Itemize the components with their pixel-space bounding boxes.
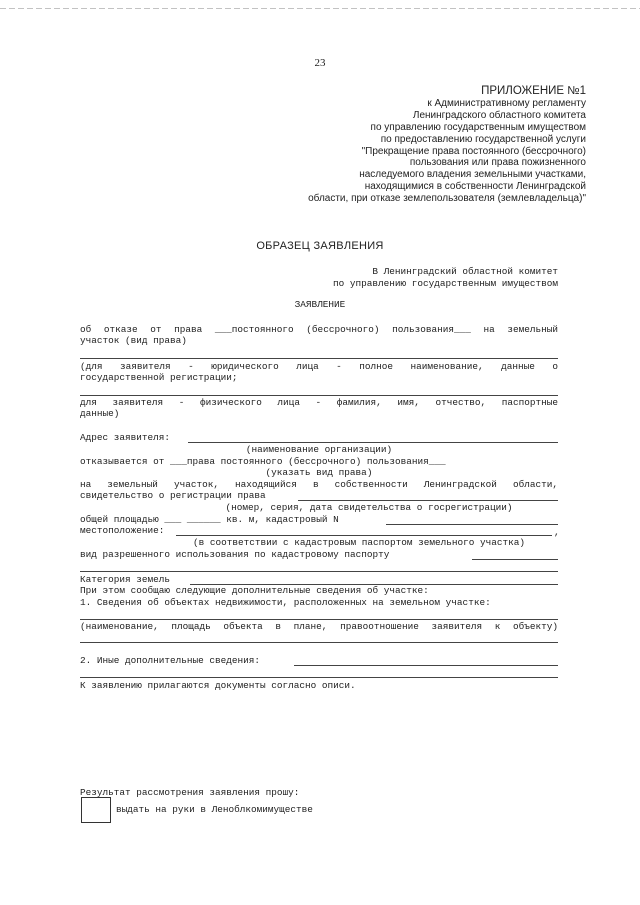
address-label: Адрес заявителя:: [80, 432, 171, 443]
appendix-line: "Прекращение права постоянного (бессрочного): [361, 145, 586, 157]
plot-location-line: на земельный участок, находящийся в собственности Ленинградской области,: [80, 479, 558, 490]
recipient-line: В Ленинградский областной комитет: [372, 266, 558, 277]
applicant-line[interactable]: [80, 395, 558, 396]
permitted-use-label: вид разрешенного использования по кадастровому паспорту: [80, 549, 390, 560]
real-estate-item: 1. Сведения об объектах недвижимости, расположенных на земельном участке:: [80, 597, 491, 608]
hint-passport-data: данные): [80, 408, 120, 419]
refuse-line: отказывается от ___права постоянного (бессрочного) пользования___: [80, 456, 446, 467]
other-info-item: 2. Иные дополнительные сведения:: [80, 655, 261, 666]
hint-cadastral-passport: (в соответствии с кадастровым паспортом земельного участка): [193, 537, 525, 548]
scan-edge-line: [0, 8, 640, 9]
appendix-line: пользования или права пожизненного: [409, 157, 586, 169]
additional-info-label: При этом сообщаю следующие дополнительные сведения об участке:: [80, 585, 429, 596]
land-category-label: Категория земель: [80, 574, 171, 585]
area-cadastral-line: общей площадью ___ ______ кв. м, кадастровый N: [80, 514, 339, 525]
objects-field-2[interactable]: [80, 642, 558, 643]
other-info-field-2[interactable]: [80, 677, 558, 678]
appendix-title: ПРИЛОЖЕНИЕ №1: [481, 85, 586, 97]
permitted-use-field-2[interactable]: [80, 571, 558, 572]
appendix-line: области, при отказе землепользователя (землевладельца)": [308, 193, 586, 205]
hint-organization: (наименование организации): [245, 444, 393, 455]
document-title: ЗАЯВЛЕНИЕ: [294, 299, 346, 310]
appendix-header: [266, 86, 586, 205]
refusal-line: об отказе от права ___постоянного (бессрочного) пользования___ на земельный: [80, 324, 558, 335]
objects-field[interactable]: [80, 619, 558, 620]
appendix-line: к Административному регламенту: [427, 97, 586, 109]
attachments-note: К заявлению прилагаются документы согласно описи.: [80, 680, 356, 691]
hint-right-type: (указать вид права): [265, 467, 373, 478]
appendix-line: по предоставлению государственной услуги: [380, 133, 586, 145]
applicant-line[interactable]: [80, 358, 558, 359]
hint-registration: государственной регистрации;: [80, 372, 238, 383]
cadastral-number-field[interactable]: [386, 524, 558, 525]
plot-right-label: участок (вид права): [80, 335, 187, 346]
comma: ,: [554, 527, 560, 538]
other-info-field[interactable]: [294, 665, 558, 666]
appendix-line: по управлению государственным имуществом: [370, 121, 586, 133]
appendix-line: Ленинградского областного комитета: [412, 109, 586, 121]
location-field[interactable]: [176, 535, 552, 536]
result-label: Результат рассмотрения заявления прошу:: [80, 787, 300, 798]
permitted-use-field[interactable]: [472, 559, 558, 560]
pickup-checkbox[interactable]: [81, 797, 111, 823]
hint-legal-entity: (для заявителя - юридического лица - полное наименование, данные о: [80, 361, 558, 372]
sample-heading: ОБРАЗЕЦ ЗАЯВЛЕНИЯ: [256, 240, 384, 252]
page-number: 23: [314, 57, 326, 69]
hint-individual: для заявителя - физического лица - фамилия, имя, отчество, паспортные: [80, 397, 558, 408]
certificate-field[interactable]: [298, 500, 558, 501]
hint-certificate: (номер, серия, дата свидетельства о госрегистрации): [225, 502, 513, 513]
application-form: [80, 324, 560, 846]
location-label: местоположение:: [80, 525, 165, 536]
recipient-line: по управлению государственным имуществом: [332, 277, 558, 289]
appendix-line: наследуемого владения земельными участками,: [359, 169, 586, 181]
appendix-line: находящимися в собственности Ленинградской: [364, 181, 586, 193]
recipient-block: [333, 266, 558, 289]
pickup-option-label: выдать на руки в Леноблкомимуществе: [116, 804, 313, 815]
hint-objects: (наименование, площадь объекта в плане, правоотношение заявителя к объекту): [80, 621, 558, 632]
address-field[interactable]: [188, 442, 558, 443]
certificate-label: свидетельство о регистрации права: [80, 490, 266, 501]
